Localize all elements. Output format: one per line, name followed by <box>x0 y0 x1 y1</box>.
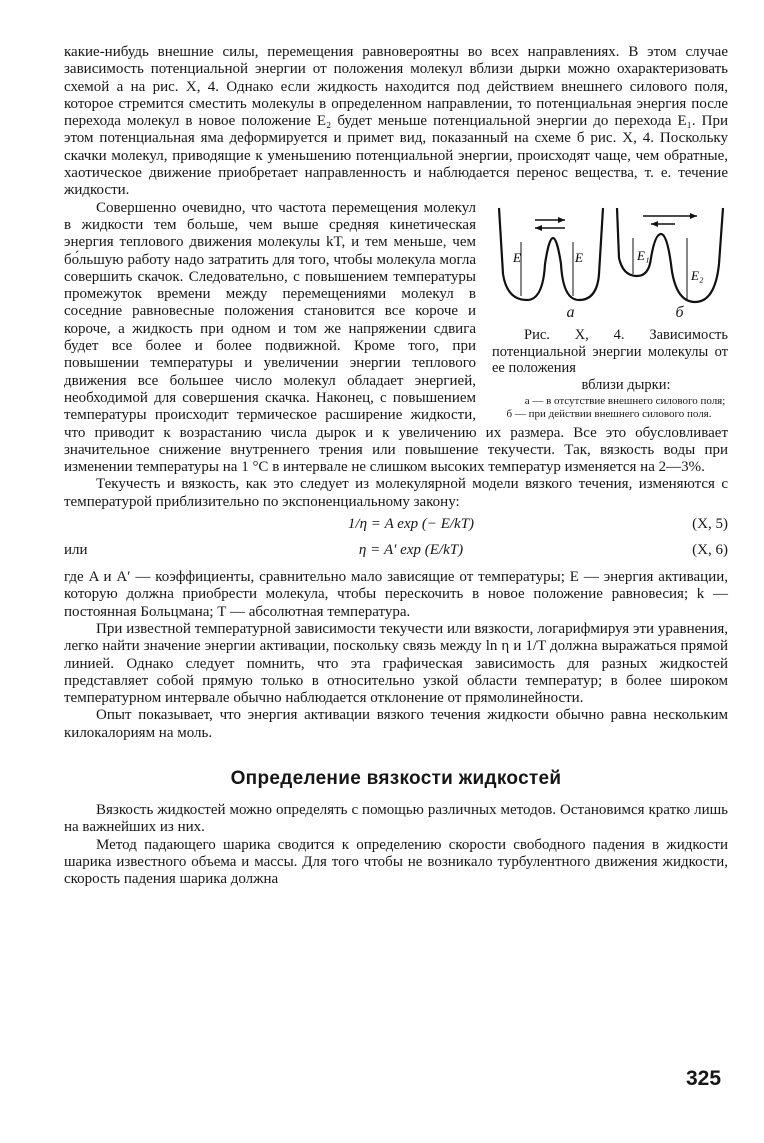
mark-e2: E₂ <box>691 267 704 283</box>
equation-x5-number: (X, 5) <box>692 515 728 532</box>
paragraph-5: При известной температурной зависимости текучести или вязкости, логарифмируя эти уравнения, легко найти значение энергии активации, поскольку связь между ln η и 1/T должна выражаться прямой линией. Однако следует помнить, что эта графическая зависимость для разных жидкостей представляет собой прямую только в относительно узкой области температур; в более широком температурном интервале обычно наблюдается отклонение от прямолинейности. <box>64 620 728 707</box>
figure-caption <box>492 327 728 393</box>
page-body <box>64 44 728 888</box>
paragraph-7: Вязкость жидкостей можно определять с помощью различных методов. Остановимся кратко лишь на важнейших из них. <box>64 801 728 836</box>
paragraph-1: какие-нибудь внешние силы, перемещения равновероятны во всех направлениях. В этом случае зависимость потенциальной энергии от положения молекул вблизи дырки можно охарактеризовать схемой а на рис. X, 4. Однако если жидкость находится под действием внешнего силового поля, которое стремится сместить молекулы в определенном направлении, то потенциальная энергия после перехода молекул в новое положение E₂ будет меньше потенциальной энергии до перехода E₁. При этом потенциальная яма деформируется и примет вид, показанный на схеме б рис. X, 4. Поскольку скачки молекул, приводящие к уменьшению потенциальной энергии, происходят чаще, чем обратные, хаотическое движение приобретает направленность и наблюдается перенос вещества, т. е. течение жидкости. <box>64 44 728 199</box>
figure-legend: а — в отсутствие внешнего силового поля; б — при действии внешнего силового поля. <box>506 395 726 420</box>
caption-line-1: Рис. X, 4. Зависимость потенциальной энергии молекулы от ее положения <box>492 326 728 377</box>
figure-potential-well <box>490 204 728 421</box>
mark-e-right: E <box>575 249 583 265</box>
equation-x6-number: (X, 6) <box>692 541 728 558</box>
mark-e-left: E <box>513 249 521 265</box>
label-a: а <box>566 303 575 321</box>
equation-x5-body: 1/η = A exp (− E/kT) <box>347 515 475 532</box>
potential-well-diagram <box>491 204 727 304</box>
paragraph-6: Опыт показывает, что энергия активации вязкого течения жидкости обычно равна нескольким килокалориям на моль. <box>64 707 728 741</box>
mark-e1: E₁ <box>637 247 650 263</box>
equation-x5 <box>64 511 728 537</box>
caption-line-2: вблизи дырки: <box>581 376 671 393</box>
paragraph-8: Метод падающего шарика сводится к определению скорости свободного падения в жидкости шарика известного объема и массы. Для того чтобы не возникало турбулентного движения жидкости, скорость падения шарика должна <box>64 836 728 888</box>
section-title: Определение вязкости жидкостей <box>230 767 562 789</box>
paragraph-2-text: Совершенно очевидно, что частота перемещения молекул в жидкости тем больше, чем выше средняя кинетическая энергия теплового движения молекулы kT, и тем меньше, чем бо́льшую работу надо затратить для того, чтобы молекула могла совершить скачок. Следовательно, с повышением температуры промежуток времени между перемещениями молекул в соседние равновесные положения становится все короче и короче, а жидкость при одном и том же напряжении сдвига будет все более и более подвижной. Кроме того, при повышении температуры и увеличении энергии теплового движения все большее число молекул обладает энергией, необходимой для совершения скачка. Наконец, с повышением температуры происходит термическое расширение жидкости, что приводит к возрастанию числа дырок и к увеличению их размера. Все это обусловливает значительное снижение внутреннего трения или повышение текучести. Так, вязкость воды при изменении температуры на 1 °С в интервале не слишком высоких температур изменяется на 2—3%. <box>64 199 728 476</box>
figure-scheme-labels <box>500 304 718 321</box>
paragraph-3: Текучесть и вязкость, как это следует из молекулярной модели вязкого течения, изменяются с температурой приблизительно по экспоненциальному закону: <box>64 476 728 510</box>
paragraph-2 <box>64 200 728 477</box>
label-b: б <box>675 303 684 321</box>
page-number: 325 <box>686 1067 722 1090</box>
equation-x6 <box>64 537 728 563</box>
equation-connector: или <box>64 541 88 558</box>
equation-x6-body: η = A′ exp (E/kT) <box>358 541 464 558</box>
paragraph-4: где A и A′ — коэффициенты, сравнительно мало зависящие от температуры; E — энергия активации, которую должна приобрести молекула, чтобы перескочить в новое положение равновесия; k — постоянная Больцмана; T — абсолютная температура. <box>64 569 728 620</box>
